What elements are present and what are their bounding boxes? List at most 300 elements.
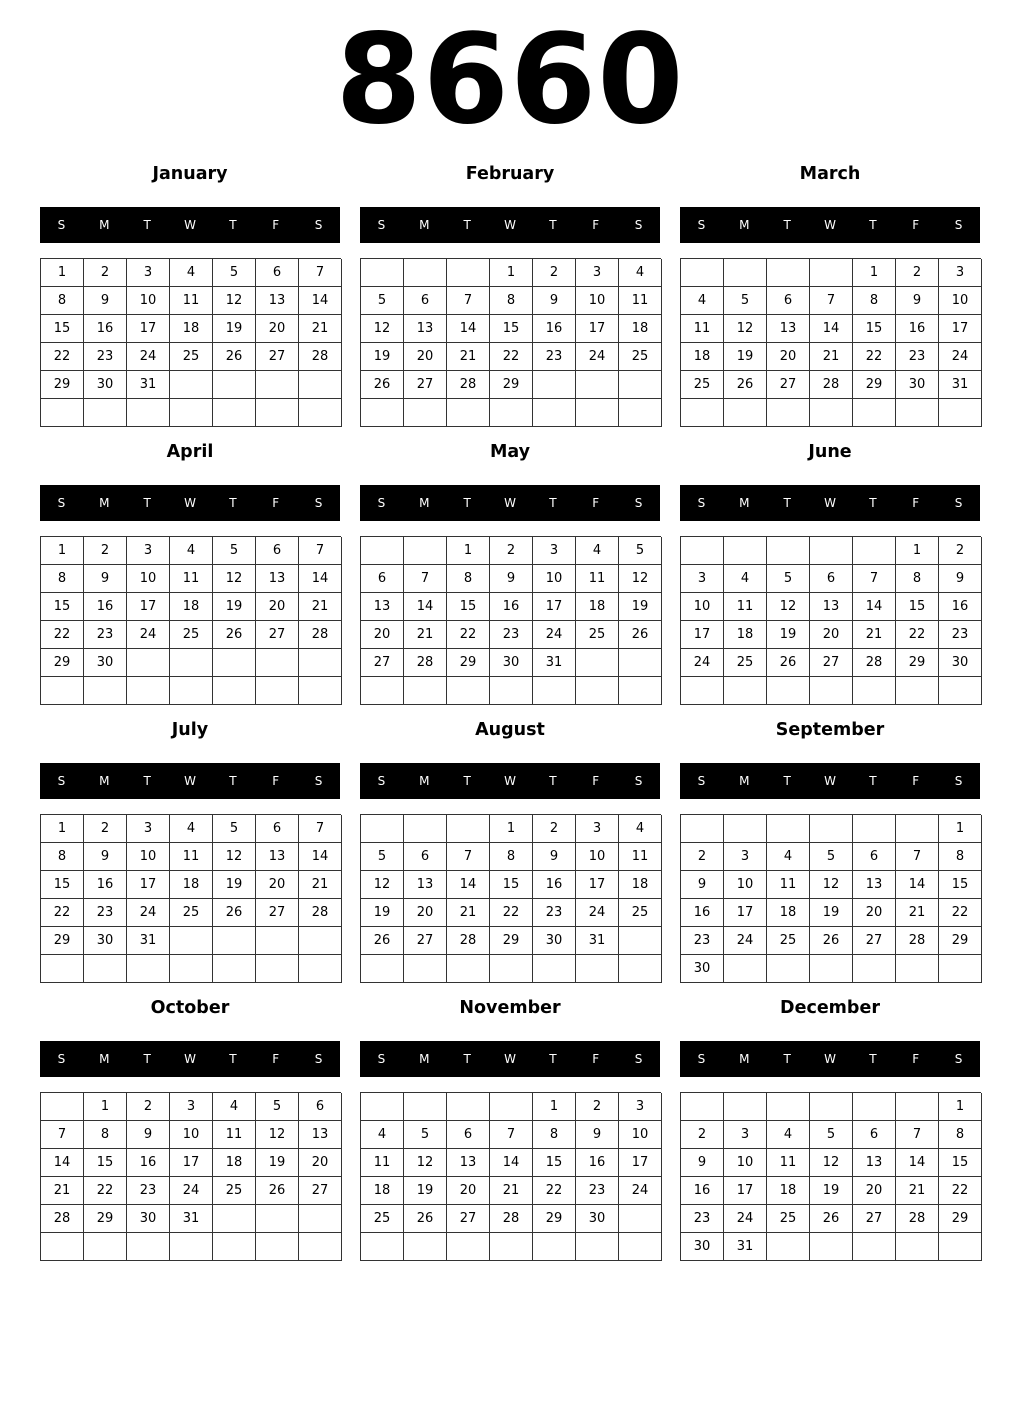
day-cell: 15 xyxy=(490,871,533,899)
day-cell: 4 xyxy=(170,259,213,287)
day-cell: 14 xyxy=(447,315,490,343)
day-cell: 8 xyxy=(41,287,84,315)
day-cell: 7 xyxy=(896,1121,939,1149)
day-cell: 29 xyxy=(939,1205,982,1233)
day-cell: 19 xyxy=(361,343,404,371)
day-cell xyxy=(533,399,576,427)
weekday-label: T xyxy=(229,218,237,232)
day-cell: 2 xyxy=(84,537,127,565)
day-cell: 10 xyxy=(533,565,576,593)
day-cell: 15 xyxy=(939,1149,982,1177)
day-cell: 27 xyxy=(299,1177,342,1205)
day-cell xyxy=(853,1093,896,1121)
day-cell: 20 xyxy=(256,315,299,343)
day-grid xyxy=(360,536,661,705)
day-cell: 15 xyxy=(41,315,84,343)
day-grid xyxy=(40,536,341,705)
day-cell: 25 xyxy=(681,371,724,399)
day-cell xyxy=(447,259,490,287)
day-cell: 4 xyxy=(619,815,662,843)
weekday-label: M xyxy=(419,218,430,232)
day-cell: 12 xyxy=(810,871,853,899)
day-cell xyxy=(361,399,404,427)
day-cell: 5 xyxy=(767,565,810,593)
day-cell: 30 xyxy=(84,371,127,399)
month-december xyxy=(680,996,980,1262)
day-cell xyxy=(256,677,299,705)
day-cell: 5 xyxy=(810,1121,853,1149)
day-cell xyxy=(853,815,896,843)
day-cell: 24 xyxy=(127,621,170,649)
weekday-label: S xyxy=(954,1052,963,1066)
day-cell: 12 xyxy=(256,1121,299,1149)
day-grid xyxy=(680,1092,981,1261)
day-cell: 8 xyxy=(490,287,533,315)
day-cell: 19 xyxy=(810,899,853,927)
day-cell: 17 xyxy=(681,621,724,649)
day-cell: 8 xyxy=(447,565,490,593)
month-january xyxy=(40,162,340,428)
weekday-label: T xyxy=(549,774,557,788)
day-cell: 5 xyxy=(213,815,256,843)
day-cell xyxy=(810,1093,853,1121)
day-cell: 15 xyxy=(41,593,84,621)
month-september xyxy=(680,718,980,984)
weekday-label: M xyxy=(739,774,750,788)
day-cell: 6 xyxy=(256,815,299,843)
day-cell xyxy=(619,677,662,705)
day-cell: 19 xyxy=(404,1177,447,1205)
weekday-label: T xyxy=(783,218,791,232)
day-cell: 22 xyxy=(896,621,939,649)
month-november xyxy=(360,996,660,1262)
day-cell: 31 xyxy=(127,927,170,955)
day-cell xyxy=(681,677,724,705)
day-cell: 31 xyxy=(576,927,619,955)
day-cell: 19 xyxy=(213,593,256,621)
day-cell: 15 xyxy=(490,315,533,343)
day-cell: 24 xyxy=(170,1177,213,1205)
weekday-label: S xyxy=(57,774,66,788)
weekday-label: T xyxy=(229,496,237,510)
day-cell xyxy=(896,1233,939,1261)
month-name: December xyxy=(780,998,880,1018)
weekday-header xyxy=(360,763,660,799)
weekday-label: W xyxy=(184,496,196,510)
weekday-label: F xyxy=(912,774,920,788)
day-cell xyxy=(767,677,810,705)
day-cell xyxy=(41,1093,84,1121)
month-name: February xyxy=(465,164,555,184)
day-cell: 12 xyxy=(767,593,810,621)
day-cell xyxy=(256,371,299,399)
day-cell xyxy=(810,537,853,565)
day-cell xyxy=(170,677,213,705)
weekday-label: T xyxy=(143,218,151,232)
day-cell: 6 xyxy=(404,287,447,315)
day-cell: 6 xyxy=(404,843,447,871)
month-name: July xyxy=(171,720,209,740)
day-grid xyxy=(680,258,981,427)
day-cell: 21 xyxy=(404,621,447,649)
day-cell: 1 xyxy=(896,537,939,565)
day-cell xyxy=(533,371,576,399)
day-cell: 4 xyxy=(213,1093,256,1121)
day-cell: 29 xyxy=(490,927,533,955)
day-cell: 24 xyxy=(127,899,170,927)
day-cell xyxy=(213,955,256,983)
day-cell: 13 xyxy=(299,1121,342,1149)
day-cell xyxy=(853,537,896,565)
day-cell xyxy=(767,955,810,983)
day-cell: 11 xyxy=(170,565,213,593)
day-cell: 18 xyxy=(619,315,662,343)
day-cell xyxy=(767,815,810,843)
weekday-header xyxy=(360,485,660,521)
day-cell xyxy=(361,1233,404,1261)
day-cell xyxy=(767,399,810,427)
weekday-label: M xyxy=(99,496,110,510)
day-cell xyxy=(490,399,533,427)
day-cell xyxy=(681,537,724,565)
day-cell: 1 xyxy=(447,537,490,565)
day-cell: 27 xyxy=(404,371,447,399)
day-cell: 17 xyxy=(576,871,619,899)
day-cell xyxy=(213,1205,256,1233)
day-cell: 19 xyxy=(810,1177,853,1205)
weekday-label: W xyxy=(504,1052,516,1066)
day-cell: 28 xyxy=(41,1205,84,1233)
day-cell: 25 xyxy=(724,649,767,677)
day-cell: 22 xyxy=(447,621,490,649)
day-cell: 28 xyxy=(299,899,342,927)
day-cell: 6 xyxy=(853,1121,896,1149)
day-cell: 22 xyxy=(41,621,84,649)
weekday-label: T xyxy=(783,1052,791,1066)
day-cell xyxy=(256,1233,299,1261)
day-cell: 15 xyxy=(533,1149,576,1177)
day-cell: 3 xyxy=(127,259,170,287)
day-cell xyxy=(447,815,490,843)
day-cell xyxy=(404,537,447,565)
day-grid xyxy=(40,258,341,427)
day-cell: 26 xyxy=(361,371,404,399)
day-cell xyxy=(299,371,342,399)
day-cell xyxy=(404,1093,447,1121)
day-cell: 5 xyxy=(361,843,404,871)
weekday-label: T xyxy=(463,1052,471,1066)
day-cell: 9 xyxy=(84,843,127,871)
day-cell: 30 xyxy=(127,1205,170,1233)
day-cell xyxy=(810,259,853,287)
day-cell: 5 xyxy=(619,537,662,565)
day-cell: 7 xyxy=(490,1121,533,1149)
day-cell: 27 xyxy=(810,649,853,677)
weekday-label: W xyxy=(824,496,836,510)
day-cell: 8 xyxy=(939,1121,982,1149)
day-cell: 6 xyxy=(256,259,299,287)
day-cell: 22 xyxy=(84,1177,127,1205)
weekday-label: M xyxy=(739,218,750,232)
weekday-label: W xyxy=(184,218,196,232)
day-cell: 30 xyxy=(84,649,127,677)
year-title: 8660 xyxy=(335,8,685,152)
day-cell xyxy=(447,1233,490,1261)
day-cell: 9 xyxy=(84,287,127,315)
weekday-label: W xyxy=(184,1052,196,1066)
day-cell: 6 xyxy=(361,565,404,593)
day-cell xyxy=(299,649,342,677)
day-cell: 7 xyxy=(853,565,896,593)
day-cell: 4 xyxy=(724,565,767,593)
day-cell xyxy=(127,1233,170,1261)
day-cell: 26 xyxy=(213,899,256,927)
day-cell: 5 xyxy=(256,1093,299,1121)
day-cell: 1 xyxy=(939,815,982,843)
month-may xyxy=(360,440,660,706)
day-cell: 12 xyxy=(724,315,767,343)
day-cell: 1 xyxy=(939,1093,982,1121)
day-cell: 3 xyxy=(533,537,576,565)
day-cell: 4 xyxy=(576,537,619,565)
day-cell: 14 xyxy=(299,565,342,593)
day-cell: 9 xyxy=(681,1149,724,1177)
day-cell: 29 xyxy=(84,1205,127,1233)
day-cell: 17 xyxy=(533,593,576,621)
day-cell xyxy=(939,1233,982,1261)
weekday-label: S xyxy=(314,1052,323,1066)
day-cell: 19 xyxy=(361,899,404,927)
weekday-label: S xyxy=(697,1052,706,1066)
day-cell xyxy=(724,1093,767,1121)
day-cell: 19 xyxy=(767,621,810,649)
day-cell xyxy=(681,399,724,427)
day-cell: 19 xyxy=(213,315,256,343)
day-cell: 12 xyxy=(361,315,404,343)
day-cell: 18 xyxy=(619,871,662,899)
day-cell: 22 xyxy=(41,343,84,371)
day-cell: 29 xyxy=(447,649,490,677)
day-cell: 18 xyxy=(213,1149,256,1177)
day-cell xyxy=(724,259,767,287)
day-cell: 20 xyxy=(447,1177,490,1205)
day-cell: 14 xyxy=(447,871,490,899)
month-name: August xyxy=(475,720,545,740)
day-cell: 28 xyxy=(447,371,490,399)
day-cell: 7 xyxy=(41,1121,84,1149)
day-cell: 17 xyxy=(724,1177,767,1205)
day-cell: 13 xyxy=(361,593,404,621)
day-cell: 8 xyxy=(896,565,939,593)
weekday-label: F xyxy=(272,496,280,510)
day-cell: 13 xyxy=(447,1149,490,1177)
day-cell: 21 xyxy=(853,621,896,649)
day-cell: 2 xyxy=(681,843,724,871)
day-cell: 1 xyxy=(84,1093,127,1121)
day-cell: 13 xyxy=(810,593,853,621)
weekday-label: S xyxy=(57,218,66,232)
day-cell: 7 xyxy=(404,565,447,593)
day-cell: 8 xyxy=(490,843,533,871)
day-cell: 18 xyxy=(361,1177,404,1205)
day-cell: 13 xyxy=(853,871,896,899)
weekday-label: M xyxy=(419,774,430,788)
day-cell: 31 xyxy=(533,649,576,677)
day-cell: 21 xyxy=(447,899,490,927)
day-cell: 24 xyxy=(939,343,982,371)
day-cell xyxy=(404,399,447,427)
day-cell xyxy=(853,1233,896,1261)
day-grid xyxy=(360,1092,661,1261)
day-cell: 11 xyxy=(213,1121,256,1149)
day-cell xyxy=(361,955,404,983)
weekday-label: S xyxy=(377,218,386,232)
day-cell xyxy=(213,677,256,705)
day-cell xyxy=(810,399,853,427)
day-cell: 24 xyxy=(724,927,767,955)
weekday-label: T xyxy=(463,496,471,510)
day-cell: 17 xyxy=(170,1149,213,1177)
day-cell: 30 xyxy=(533,927,576,955)
day-grid xyxy=(680,536,981,705)
day-cell: 25 xyxy=(213,1177,256,1205)
day-cell xyxy=(767,1093,810,1121)
weekday-label: M xyxy=(739,1052,750,1066)
day-cell: 2 xyxy=(896,259,939,287)
day-cell: 30 xyxy=(681,1233,724,1261)
day-cell: 15 xyxy=(447,593,490,621)
day-cell: 15 xyxy=(41,871,84,899)
weekday-label: W xyxy=(824,218,836,232)
day-cell: 1 xyxy=(853,259,896,287)
day-cell xyxy=(361,537,404,565)
day-cell: 20 xyxy=(853,899,896,927)
day-cell: 25 xyxy=(619,899,662,927)
day-cell: 24 xyxy=(619,1177,662,1205)
day-cell: 27 xyxy=(256,899,299,927)
day-cell: 9 xyxy=(533,843,576,871)
day-cell: 10 xyxy=(170,1121,213,1149)
day-cell: 27 xyxy=(256,621,299,649)
day-cell: 23 xyxy=(896,343,939,371)
day-cell: 13 xyxy=(256,287,299,315)
weekday-label: S xyxy=(634,774,643,788)
weekday-label: F xyxy=(912,496,920,510)
day-cell: 8 xyxy=(41,565,84,593)
day-cell: 9 xyxy=(896,287,939,315)
day-cell xyxy=(896,1093,939,1121)
weekday-header xyxy=(40,207,340,243)
weekday-label: S xyxy=(314,774,323,788)
day-cell: 15 xyxy=(853,315,896,343)
day-cell: 27 xyxy=(361,649,404,677)
day-cell xyxy=(170,371,213,399)
day-cell: 6 xyxy=(767,287,810,315)
day-cell: 18 xyxy=(170,315,213,343)
day-cell xyxy=(939,955,982,983)
day-cell: 16 xyxy=(84,593,127,621)
day-cell xyxy=(213,399,256,427)
day-cell: 28 xyxy=(490,1205,533,1233)
day-cell: 20 xyxy=(404,899,447,927)
day-cell: 6 xyxy=(299,1093,342,1121)
day-cell: 29 xyxy=(896,649,939,677)
day-cell: 29 xyxy=(41,927,84,955)
day-cell: 17 xyxy=(619,1149,662,1177)
day-cell: 14 xyxy=(299,843,342,871)
day-cell: 12 xyxy=(404,1149,447,1177)
day-cell: 22 xyxy=(41,899,84,927)
day-cell xyxy=(533,1233,576,1261)
day-cell xyxy=(619,1205,662,1233)
day-cell: 2 xyxy=(533,815,576,843)
day-cell xyxy=(170,1233,213,1261)
day-cell: 16 xyxy=(84,315,127,343)
day-cell xyxy=(170,955,213,983)
day-cell xyxy=(724,815,767,843)
day-cell: 16 xyxy=(490,593,533,621)
day-cell xyxy=(299,1205,342,1233)
day-cell: 18 xyxy=(170,871,213,899)
weekday-label: S xyxy=(954,496,963,510)
day-cell: 16 xyxy=(939,593,982,621)
day-cell: 3 xyxy=(724,843,767,871)
day-cell xyxy=(853,677,896,705)
day-cell: 10 xyxy=(127,565,170,593)
day-cell: 30 xyxy=(681,955,724,983)
month-march xyxy=(680,162,980,428)
month-name: April xyxy=(166,442,214,462)
day-cell: 3 xyxy=(681,565,724,593)
day-cell: 7 xyxy=(299,815,342,843)
day-cell xyxy=(810,815,853,843)
weekday-label: T xyxy=(783,774,791,788)
day-cell xyxy=(404,259,447,287)
weekday-label: S xyxy=(377,1052,386,1066)
weekday-label: W xyxy=(184,774,196,788)
day-cell: 11 xyxy=(576,565,619,593)
day-cell: 3 xyxy=(724,1121,767,1149)
day-cell: 2 xyxy=(84,259,127,287)
weekday-label: T xyxy=(143,496,151,510)
day-cell: 29 xyxy=(533,1205,576,1233)
day-cell: 9 xyxy=(84,565,127,593)
day-cell: 14 xyxy=(490,1149,533,1177)
day-cell xyxy=(939,399,982,427)
day-cell: 11 xyxy=(767,871,810,899)
day-cell xyxy=(490,677,533,705)
day-cell: 3 xyxy=(170,1093,213,1121)
day-cell: 12 xyxy=(213,287,256,315)
day-cell: 8 xyxy=(533,1121,576,1149)
day-cell: 7 xyxy=(447,287,490,315)
day-cell: 23 xyxy=(84,899,127,927)
day-cell: 22 xyxy=(853,343,896,371)
day-cell: 10 xyxy=(939,287,982,315)
day-cell: 2 xyxy=(576,1093,619,1121)
day-cell: 25 xyxy=(767,1205,810,1233)
day-cell xyxy=(299,1233,342,1261)
day-cell: 11 xyxy=(170,287,213,315)
day-cell: 2 xyxy=(84,815,127,843)
day-cell xyxy=(619,1233,662,1261)
day-cell: 22 xyxy=(939,899,982,927)
day-cell: 26 xyxy=(213,343,256,371)
day-cell: 23 xyxy=(681,927,724,955)
weekday-label: F xyxy=(592,218,600,232)
weekday-label: T xyxy=(143,774,151,788)
weekday-header xyxy=(360,1041,660,1077)
